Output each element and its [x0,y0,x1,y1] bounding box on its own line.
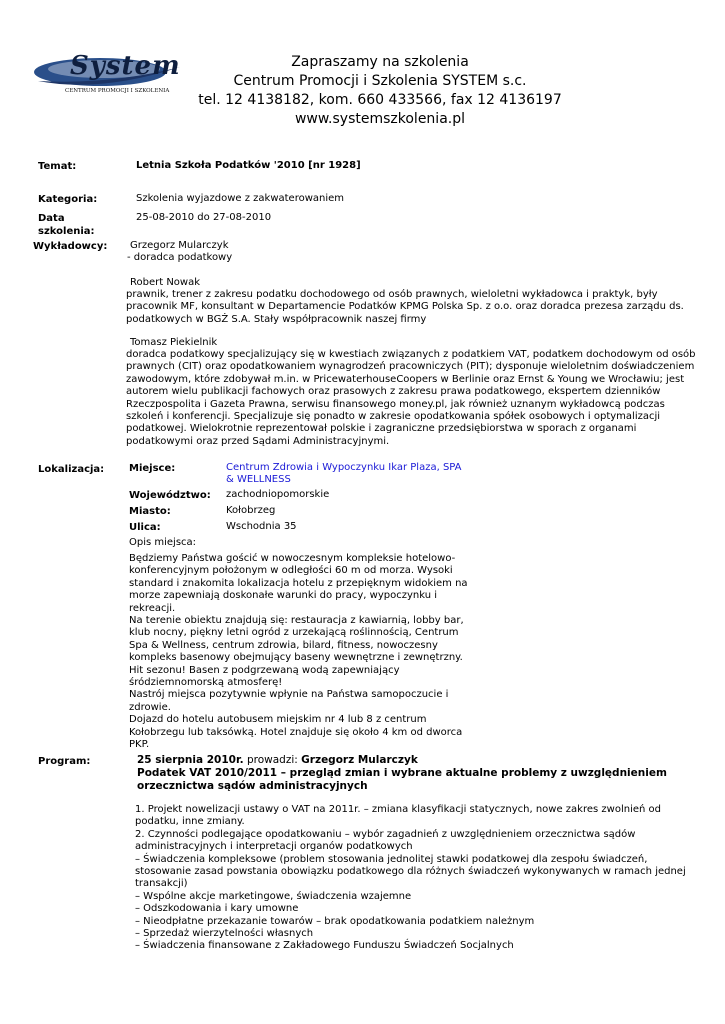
opis-text: Będziemy Państwa gościć w nowoczesnym kompleksie hotelowo- konferencyjnym położonym w odległości 60 m od morza. Wysoki standard i znakomita lokalizacja hotelu z przepięknym widokiem na morze zapewniają doskonałe warunki do pracy, wypoczynku i rekreacji. Na terenie obiektu znajdują się: restauracja z kawiarnią, lobby bar, klub nocny, piękny letni ogród z urzekającą roślinnością, Centrum Spa & Wellness, centrum zdrowia, bilard, fitness, nowoczesny kompleks basenowy obejmujący baseny wewnętrzne i zewnętrzny. Hit sezonu! Basen z podgrzewaną wodą zapewniający śródziemnomorską atmosferę! Nastrój miejsca pozytywnie wpłynie na Państwa samopoczucie i zdrowie. Dojazd do hotelu autobusem miejskim nr 4 lub 8 z centrum Kołobrzegu lub taksówką. Hotel znajduje się około 4 km od dworca PKP. [129,553,468,751]
data-label: Data szkolenia: [38,213,95,237]
kategoria-label: Kategoria: [38,194,98,205]
kategoria-value: Szkolenia wyjazdowe z zakwaterowaniem [136,193,345,204]
ulica-value: Wschodnia 35 [226,521,297,532]
logo-tagline: CENTRUM PROMOCJI I SZKOLENIA [65,88,170,94]
wykladowcy-label: Wykładowcy: [33,241,108,252]
lecturer-2-desc: prawnik, trener z zakresu podatku dochodowego od osób prawnych, wieloletni wykładowca i praktyk, były pracownik MF, konsultant w Departamencie Podatków KPMG Polska Sp. z o.o. oraz doradca prezesa zarządu ds. podatkowych w BGŻ S.A. Stały współpracownik naszej firmy [126,289,684,325]
lecturer-3-name: Tomasz Piekielnik [130,337,218,348]
program-prowadzi: prowadzi: [243,754,302,766]
lecturer-1-desc: - doradca podatkowy [127,252,233,263]
miasto-value: Kołobrzeg [226,505,276,516]
program-lecturer: Grzegorz Mularczyk [301,754,418,766]
lecturer-2-name: Robert Nowak [130,277,201,288]
company-logo [30,45,190,105]
program-label: Program: [38,756,91,767]
ulica-label: Ulica: [129,522,161,533]
lokalizacja-label: Lokalizacja: [38,464,105,475]
miejsce-link[interactable]: Centrum Zdrowia i Wypoczynku Ikar Plaza, SPA & WELLNESS [226,462,462,486]
header-company: Centrum Promocji i Szkolenia SYSTEM s.c. [233,73,527,89]
header-website[interactable]: www.systemszkolenia.pl [294,111,466,127]
program-title: Podatek VAT 2010/2011 – przegląd zmian i wybrane aktualne problemy z uwzględnieniem orzecznictwa sądów administracyjnych [137,767,667,792]
temat-label: Temat: [38,161,77,172]
lecturer-1-name: Grzegorz Mularczyk [130,240,229,251]
header-contact: tel. 12 4138182, kom. 660 433566, fax 12 4136197 [198,92,562,108]
wojewodztwo-label: Województwo: [129,490,211,501]
program-content: 1. Projekt nowelizacji ustawy o VAT na 2011r. – zmiana klasyfikacji statycznych, nowe zakres zwolnień od podatku, inne zmiany. 2. Czynności podlegające opodatkowaniu – wybór zagadnień z uwzględnieniem orzecznictwa sądów administracyjnych i interpretacji organów podatkowych – Świadczenia kompleksowe (problem stosowania jednolitej stawki podatkowej dla zespołu świadczeń, stosowanie zasad powstania obowiązku podatkowego dla różnych świadczeń wykonywanych w ramach jednej transakcji) – Wspólne akcje marketingowe, świadczenia wzajemne – Odszkodowania i kary umowne – Nieodpłatne przekazanie towarów – brak opodatkowania podatkiem należnym – Sprzedaż wierzytelności własnych – Świadczenia finansowane z Zakładowego Funduszu Świadczeń Socjalnych [135,804,686,952]
lecturer-3-desc: doradca podatkowy specjalizujący się w kwestiach związanych z podatkiem VAT, podatkem dochodowym od osób prawnych (CIT) oraz opodatkowaniem wynagrodzeń pracowniczych (PIT); dysponuje wieloletnim doświadczeniem zawodowym, które zdobywał m.in. w PricewaterhouseCoopers w Berlinie oraz Ernst & Young we Wrocławiu; jest autorem wielu publikacji fachowych oraz prasowych z zakresu prawa podatkowego, ekspertem dzienników Rzeczpospolita i Gazeta Prawna, serwisu finansowego money.pl, jak również uznanym wykładowcą podczas szkoleń i konferencji. Specjalizuje się ponadto w zakresie opodatkowania spółek osobowych i optymalizacji podatkowej. Wielokrotnie reprezentował polskie i zagraniczne przedsiębiorstwa w sporach z organami podatkowymi oraz przed Sądami Administracyjnymi. [126,349,696,447]
opis-label: Opis miejsca: [129,537,197,548]
miasto-label: Miasto: [129,506,171,517]
logo-word: System [70,51,181,81]
miejsce-label: Miejsce: [129,463,176,474]
temat-value: Letnia Szkoła Podatków '2010 [nr 1928] [136,160,361,171]
header-line-1: Zapraszamy na szkolenia [291,54,469,70]
program-day-line [137,754,418,767]
program-day: 25 sierpnia 2010r. [137,754,244,766]
wojewodztwo-value: zachodniopomorskie [226,489,330,500]
data-value: 25-08-2010 do 27-08-2010 [136,212,272,223]
